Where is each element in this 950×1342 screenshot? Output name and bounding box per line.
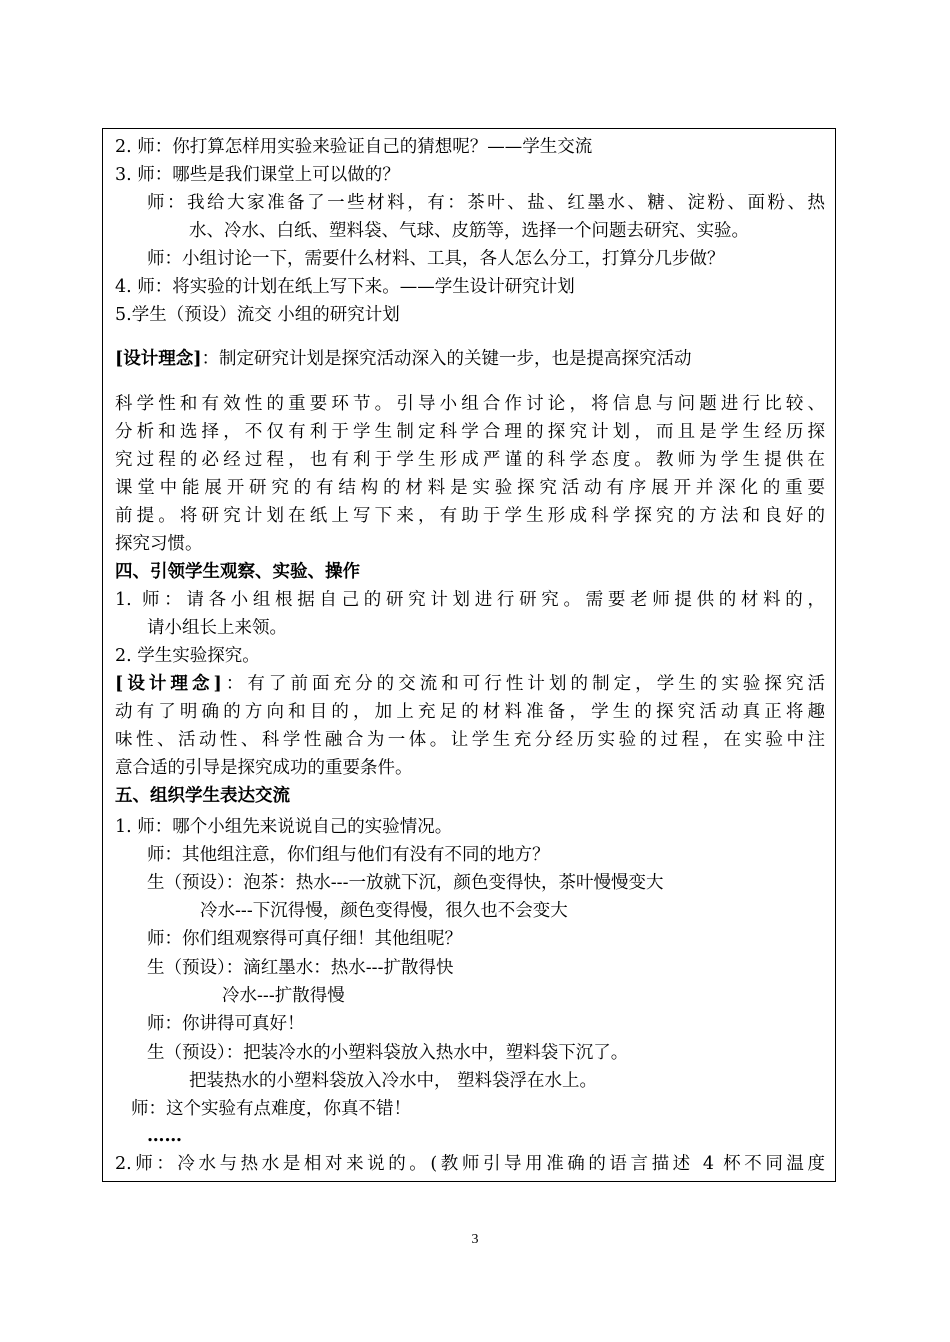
text-line: 探究习惯。 [115,534,203,554]
text-line: 把装热水的小塑料袋放入冷水中， 塑料袋浮在水上。 [189,1071,598,1091]
text-line: 生（预设）：泡茶：热水---一放就下沉，颜色变得快，茶叶慢慢变大 [147,873,664,893]
text-line: 3. 师：哪些是我们课堂上可以做的？ [115,165,400,185]
text-line: 分析和选择，不仅有利于学生制定科学合理的探究计划，而且是学生经历探 [115,422,825,442]
text-line: 冷水---下沉得慢，颜色变得慢，很久也不会变大 [200,901,568,921]
text-line: 2. 师：你打算怎样用实验来验证自己的猜想呢？——学生交流 [115,137,593,157]
text-line: 1. 师：哪个小组先来说说自己的实验情况。 [115,817,453,837]
text-line: 冷水---扩散得慢 [222,986,345,1006]
page-number: 3 [471,1232,479,1247]
text-line: 动有了明确的方向和目的，加上充足的材料准备，学生的探究活动真正将趣 [115,702,825,722]
text-line: 师：这个实验有点难度，你真不错！ [131,1099,411,1119]
section-heading: 五、组织学生表达交流 [115,786,290,806]
text-line: 师：你讲得可真好！ [147,1014,305,1034]
text-line: 师：小组讨论一下，需要什么材料、工具，各人怎么分工，打算分几步做？ [147,249,725,269]
text-line: 科学性和有效性的重要环节。引导小组合作讨论，将信息与问题进行比较、 [115,394,825,414]
text-line: 请小组长上来领。 [147,618,287,638]
design-concept-paragraph [115,672,825,696]
text-line: 生（预设）：滴红墨水：热水---扩散得快 [147,958,454,978]
design-concept-label: [设计理念] [115,349,202,369]
ellipsis: …… [147,1126,182,1146]
text-line: 味性、活动性、科学性融合为一体。让学生充分经历实验的过程，在实验中注 [115,730,825,750]
text-line: 师：你们组观察得可真仔细！其他组呢？ [147,929,462,949]
text-line: ：制定研究计划是探究活动深入的关键一步，也是提高探究活动 [201,349,692,369]
design-concept-label: [设计理念] [115,674,222,694]
text-line: 前提。将研究计划在纸上写下来，有助于学生形成科学探究的方法和良好的 [115,506,825,526]
text-line: 课堂中能展开研究的有结构的材料是实验探究活动有序展开并深化的重要 [115,478,825,498]
text-line: 5.学生（预设）流交 小组的研究计划 [115,305,400,325]
text-line: 生（预设）：把装冷水的小塑料袋放入热水中，塑料袋下沉了。 [147,1043,629,1063]
text-line: 究过程的必经过程，也有利于学生形成严谨的科学态度。教师为学生提供在 [115,450,825,470]
text-line: ：有了前面充分的交流和可行性计划的制定，学生的实验探究活 [221,674,825,694]
text-line: 2.师：冷水与热水是相对来说的。(教师引导用准确的语言描述 4 杯不同温度 [115,1154,825,1174]
text-line: 4. 师：将实验的计划在纸上写下来。——学生设计研究计划 [115,277,575,297]
section-heading: 四、引领学生观察、实验、操作 [115,562,360,582]
text-line: 师：我给大家准备了一些材料，有：茶叶、盐、红墨水、糖、淀粉、面粉、热 [147,193,825,213]
design-concept-paragraph [115,347,692,371]
text-line: 水、冷水、白纸、塑料袋、气球、皮筋等，选择一个问题去研究、实验。 [189,221,749,241]
text-line: 师：其他组注意，你们组与他们有没有不同的地方？ [147,845,550,865]
text-line: 1. 师：请各小组根据自己的研究计划进行研究。需要老师提供的材料的， [115,590,825,610]
text-line: 意合适的引导是探究成功的重要条件。 [115,758,413,778]
text-line: 2. 学生实验探究。 [115,646,260,666]
